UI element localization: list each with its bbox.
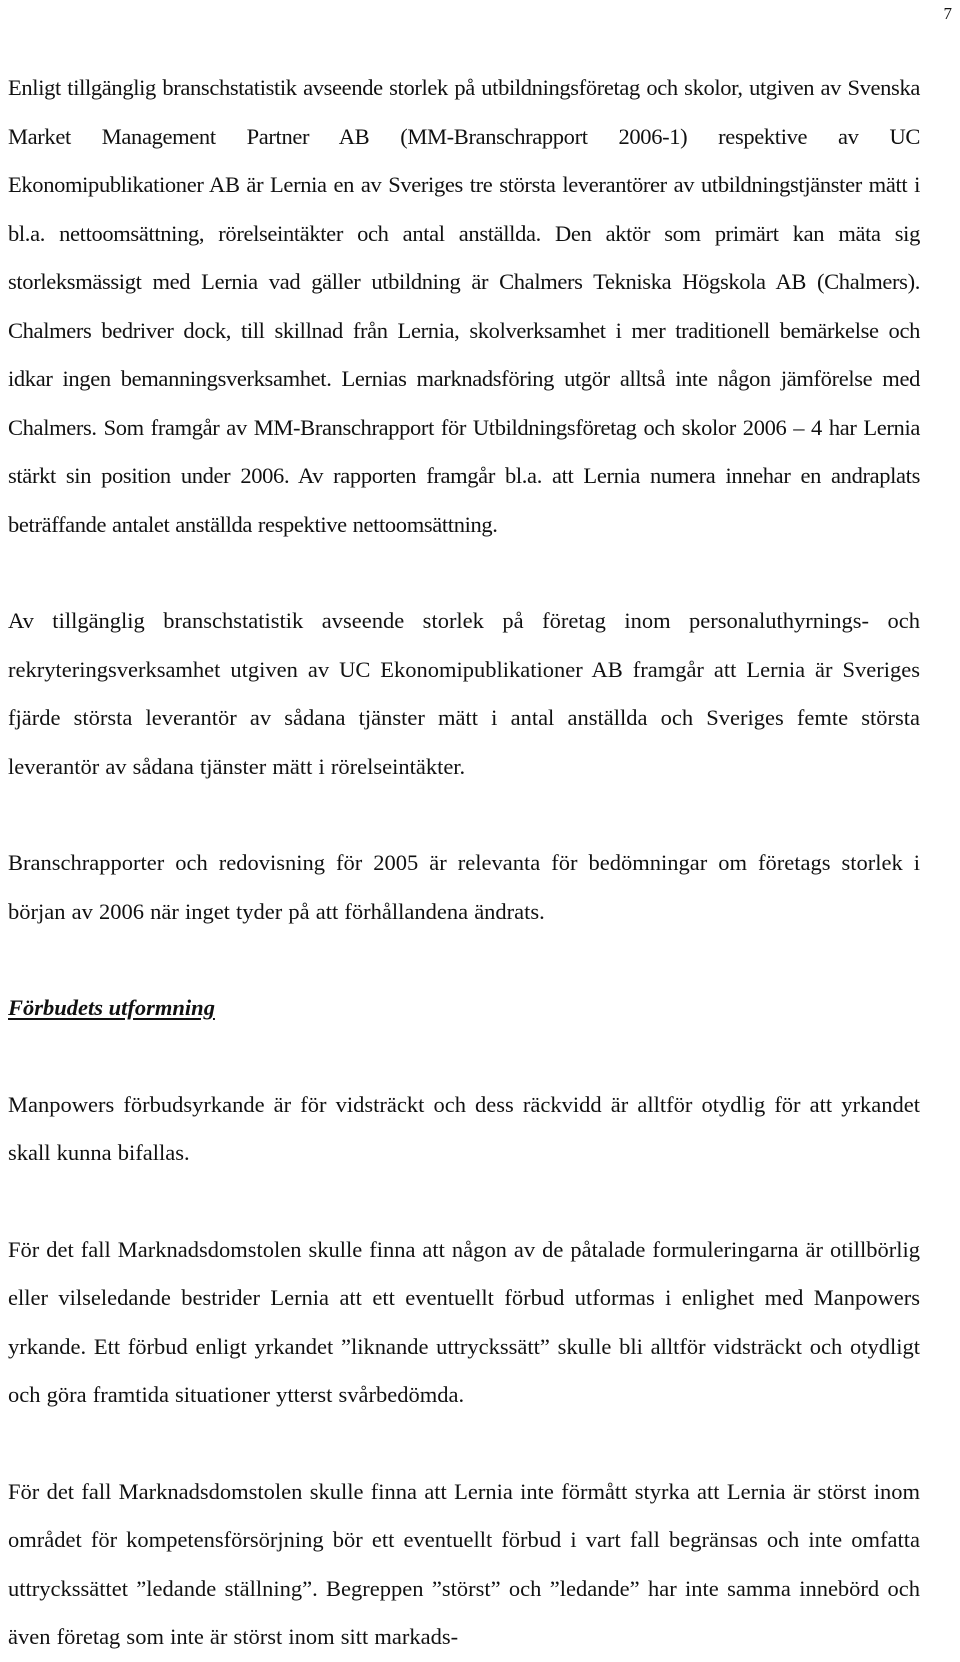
paragraph-branschstatistik-utbildning: Enligt tillgänglig branschstatistik avseende storlek på utbildningsföretag och skolor, utgiven av Svenska Market Management Partner AB (MM-Branschrapport 2006-1) respektive av UC Ekonomipublikationer AB är Lernia en av Sveriges tre största leverantörer av utbildningstjänster mätt i bl.a. nettoomsättning, rörelseintäkter och antal anställda. Den aktör som primärt kan mäta sig storleksmässigt med Lernia vad gäller utbildning är Chalmers Tekniska Högskola AB (Chalmers). Chalmers bedriver dock, till skillnad från Lernia, skolverksamhet i mer traditionell bemärkelse och idkar ingen bemanningsverksamhet. Lernias marknadsföring utgör alltså inte någon jämförelse med Chalmers. Som framgår av MM-Branschrapport för Utbildningsföretag och skolor 2006 – 4 har Lernia stärkt sin position under 2006. Av rapporten framgår bl.a. att Lernia numera innehar en andraplats beträffande antalet anställda respektive nettoomsättning.: [8, 75, 920, 537]
paragraph-forbudsyrkande: Manpowers förbudsyrkande är för vidsträckt och dess räckvidd är alltför otydlig för att yrkandet skall kunna bifallas.: [8, 1091, 920, 1165]
paragraph-ledande-stallning: För det fall Marknadsdomstolen skulle finna att Lernia inte förmått styrka att Lernia är störst inom området för kompetensförsörjning bör ett eventuellt förbud i vart fall begränsas och inte omfatta uttryckssättet ”ledande ställning”. Begreppen ”störst” och ”ledande” har inte samma innebörd och även företag som inte är störst inom sitt markads-: [8, 1478, 920, 1649]
paragraph-branschstatistik-personaluthyrning: Av tillgänglig branschstatistik avseende storlek på företag inom personaluthyrnings- och rekryteringsverksamhet utgiven av UC Ekonomipublikationer AB framgår att Lernia är Sveriges fjärde största leverantör av sådana tjänster mätt i antal anställda och Sveriges femte största leverantör av sådana tjänster mätt i rörelseintäkter.: [8, 608, 920, 779]
page-number: 7: [943, 4, 952, 23]
section-heading-forbudets-utformning: Förbudets utformning: [8, 995, 215, 1020]
document-body: [8, 64, 920, 1662]
paragraph-otillborlig-formulering: För det fall Marknadsdomstolen skulle finna att någon av de påtalade formuleringarna är otillbörlig eller vilseledande bestrider Lernia att ett eventuellt förbud utformas i enlighet med Manpowers yrkande. Ett förbud enligt yrkandet ”liknande uttryckssätt” skulle bli alltför vidsträckt och otydligt och göra framtida situationer ytterst svårbedömda.: [8, 1236, 920, 1407]
paragraph-branschrapporter-2005: Branschrapporter och redovisning för 2005 är relevanta för bedömningar om företags storlek i början av 2006 när inget tyder på att förhållandena ändrats.: [8, 850, 920, 924]
